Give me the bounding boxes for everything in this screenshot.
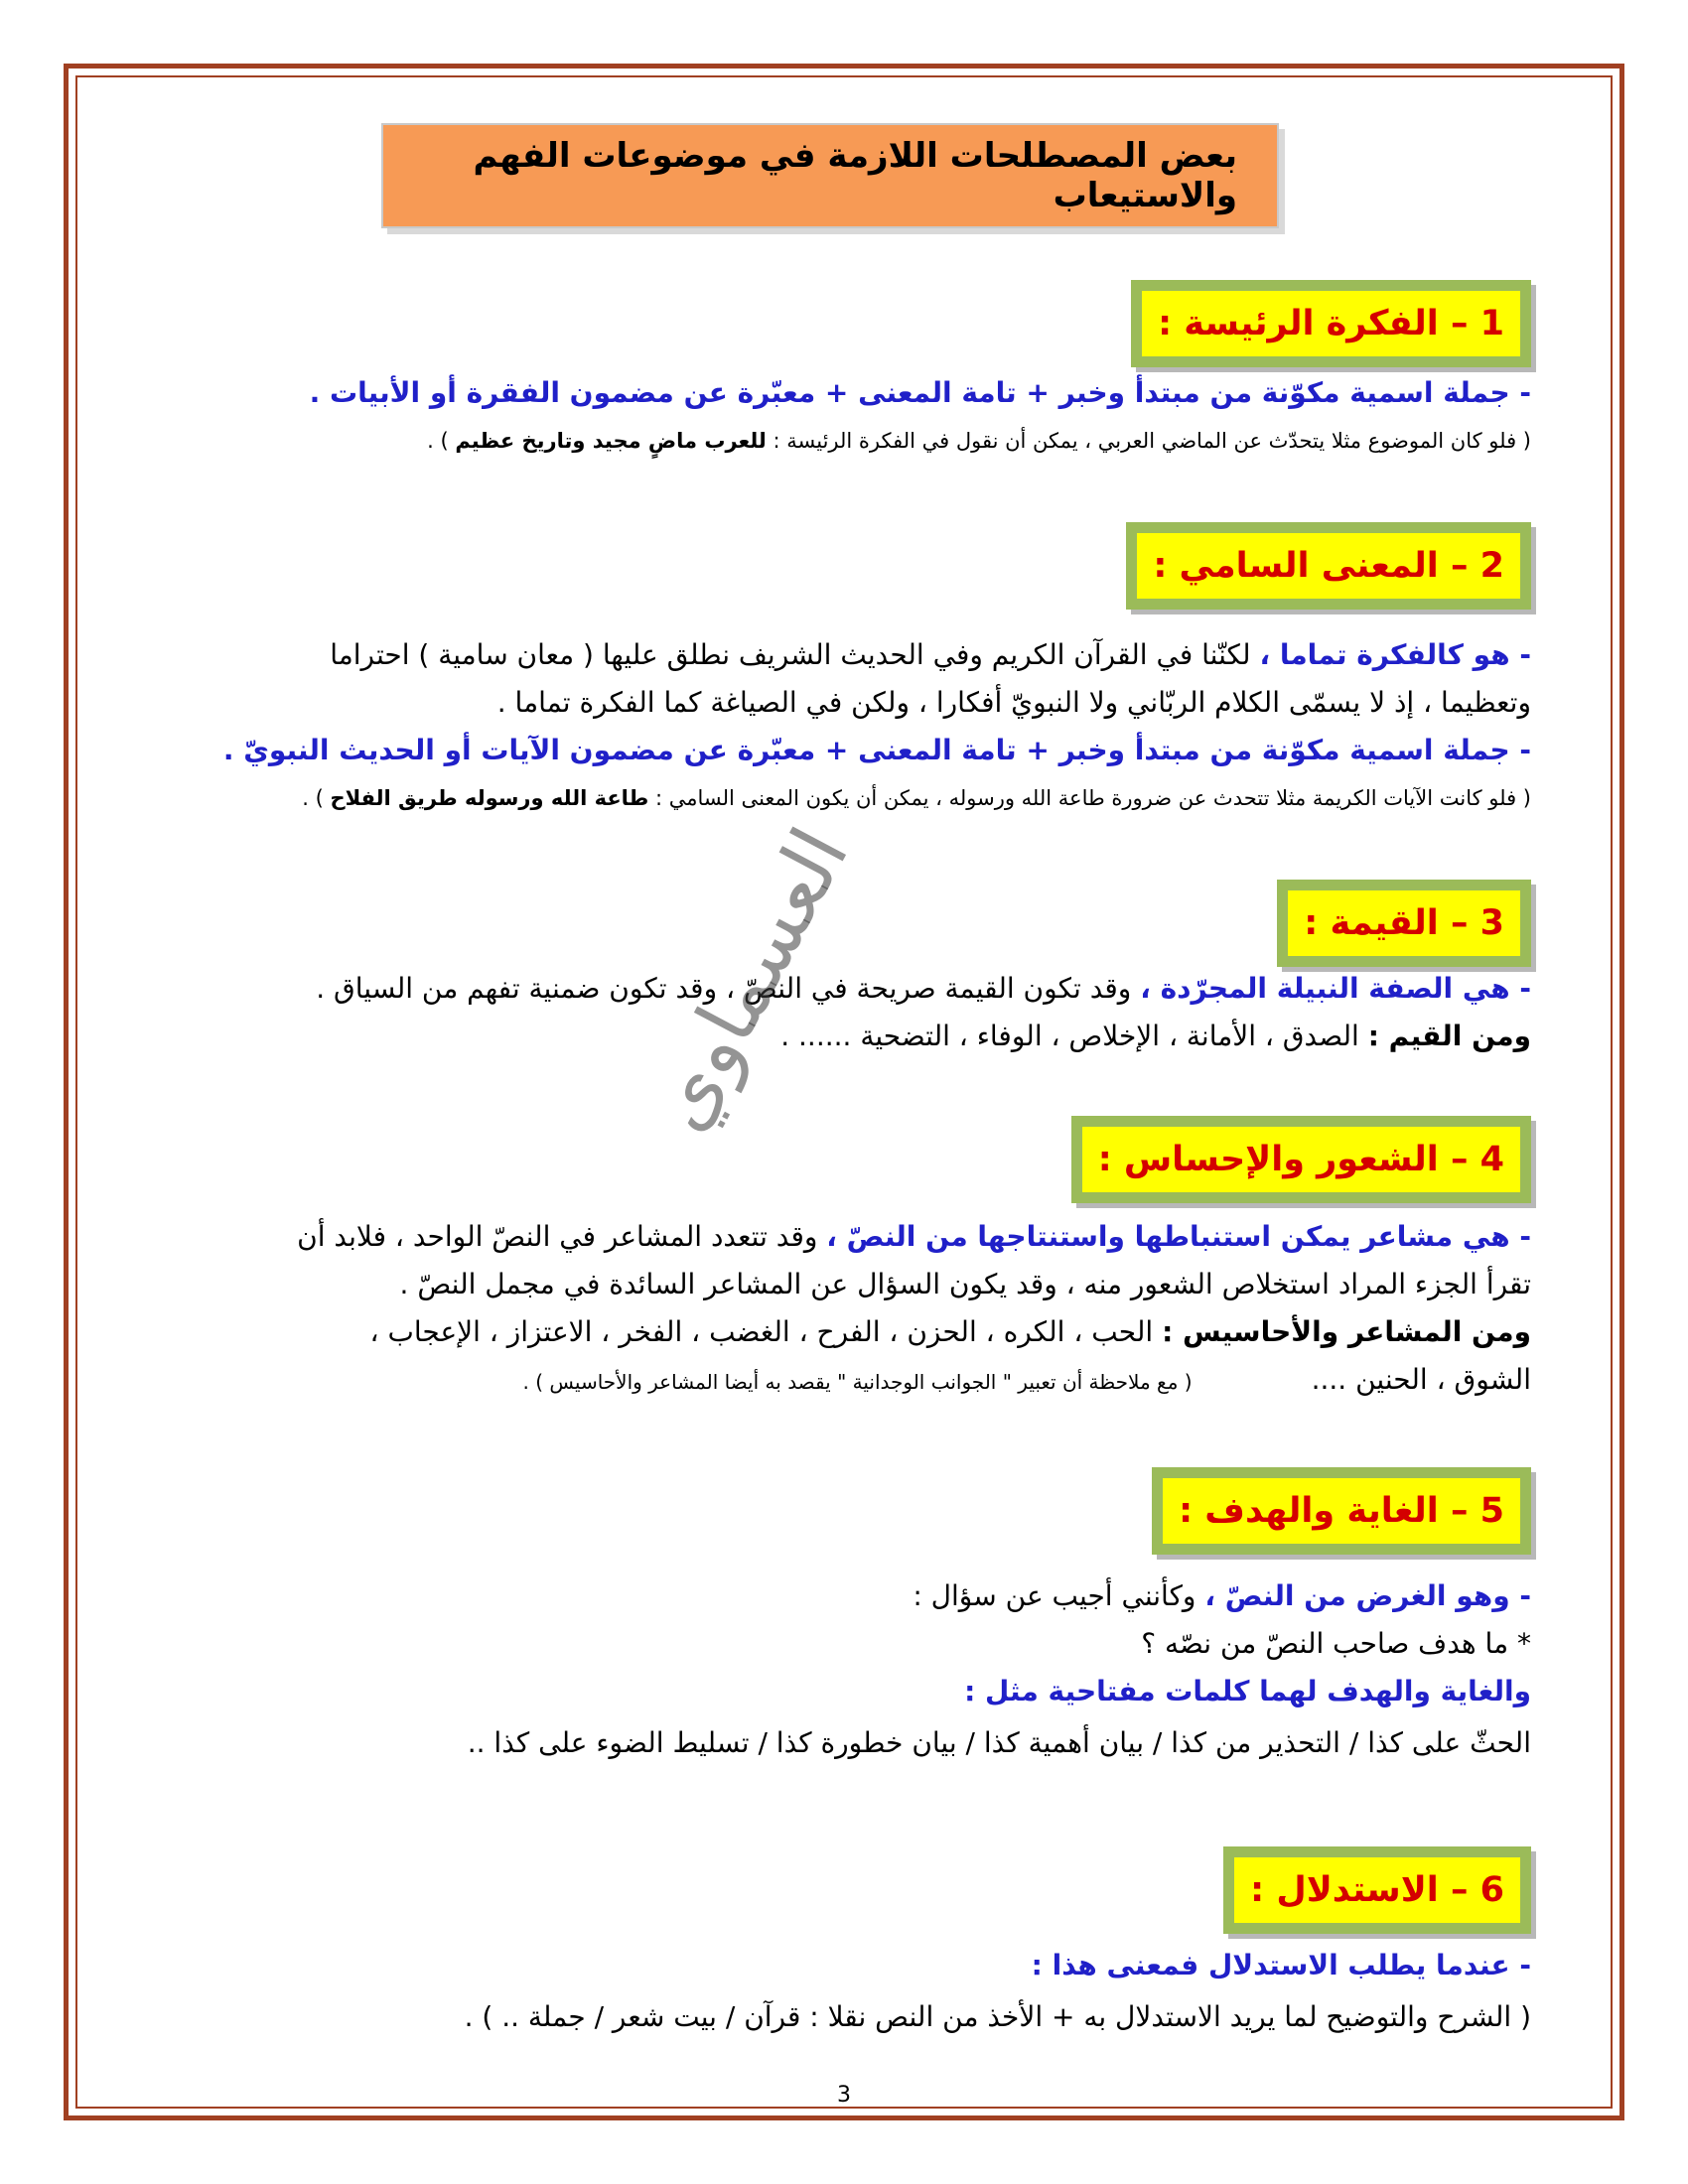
value-definition: - هي الصفة النبيلة المجرّدة ، وقد تكون القيمة صريحة في النصّ ، وقد تكون ضمنية تفهم من السياق . (316, 972, 1531, 1005)
watermark-text: العسماوي (632, 813, 867, 1146)
lofty-meaning-example: ( فلو كانت الآيات الكريمة مثلا تتحدث عن ضرورة طاعة الله ورسوله ، يمكن أن يكون المعنى السامي : طاعة الله ورسوله طريق الفلاح ) . (302, 786, 1531, 810)
goal-keywords: الحثّ على كذا / التحذير من كذا / بيان أهمية كذا / بيان خطورة كذا / تسليط الضوء على كذا .. (467, 1726, 1531, 1759)
goal-definition: - وهو الغرض من النصّ ، وكأنني أجيب عن سؤال : (913, 1579, 1531, 1612)
page-content (149, 0, 1589, 2184)
inference-explanation: ( الشرح والتوضيح لما يريد الاستدلال به + الأخذ من النص نقلا : قرآن / بيت شعر / جملة .. ) . (464, 2000, 1531, 2033)
heading-main-idea-text: 1 – الفكرة الرئيسة : (1158, 304, 1504, 343)
page-title (381, 123, 1279, 228)
feeling-note-line: الشوق ، الحنين ....( مع ملاحظة أن تعبير " الجوانب الوجدانية " يقصد به أيضا المشاعر والأحاسيس ) . (522, 1363, 1531, 1396)
goal-keywords-label: والغاية والهدف لهما كلمات مفتاحية مثل : (964, 1675, 1531, 1707)
goal-question: * ما هدف صاحب النصّ من نصّه ؟ (1141, 1627, 1531, 1660)
feeling-line-1: - هي مشاعر يمكن استنباطها واستنتاجها من النصّ ، وقد تتعدد المشاعر في النصّ الواحد ، فلابد أن (297, 1220, 1531, 1253)
inference-definition: - عندما يطلب الاستدلال فمعنى هذا : (1031, 1949, 1531, 1981)
heading-goal-text: 5 – الغاية والهدف : (1179, 1491, 1504, 1531)
heading-value (1277, 880, 1531, 967)
lofty-meaning-definition: - جملة اسمية مكوّنة من مبتدأ وخبر + تامة المعنى + معبّرة عن مضمون الآيات أو الحديث النبويّ . (222, 734, 1531, 766)
lofty-meaning-line-1: - هو كالفكرة تماما ، لكنّنا في القرآن الكريم وفي الحديث الشريف نطلق عليها ( معان سامية ) احتراما (330, 638, 1531, 671)
heading-value-text: 3 – القيمة : (1304, 903, 1504, 943)
feeling-line-2: تقرأ الجزء المراد استخلاص الشعور منه ، وقد يكون السؤال عن المشاعر السائدة في مجمل النصّ . (399, 1268, 1531, 1300)
heading-feeling (1071, 1116, 1531, 1203)
heading-lofty-meaning (1126, 522, 1531, 610)
heading-main-idea (1131, 280, 1531, 367)
heading-goal (1152, 1467, 1531, 1555)
page-title-text: بعض المصطلحات اللازمة في موضوعات الفهم والاستيعاب (473, 136, 1237, 215)
heading-inference (1223, 1846, 1531, 1934)
feeling-examples: ومن المشاعر والأحاسيس : الحب ، الكره ، الحزن ، الفرح ، الغضب ، الفخر ، الاعتزاز ، الإعجاب ، (369, 1315, 1531, 1348)
value-examples: ومن القيم : الصدق ، الأمانة ، الإخلاص ، الوفاء ، التضحية ...... . (780, 1020, 1531, 1052)
page-number: 3 (837, 2083, 851, 2108)
main-idea-example: ( فلو كان الموضوع مثلا يتحدّث عن الماضي العربي ، يمكن أن نقول في الفكرة الرئيسة : للعرب ماضٍ مجيد وتاريخ عظيم ) . (427, 429, 1531, 453)
heading-inference-text: 6 – الاستدلال : (1250, 1870, 1504, 1910)
lofty-meaning-line-2: وتعظيما ، إذ لا يسمّى الكلام الربّاني ولا النبويّ أفكارا ، ولكن في الصياغة كما الفكرة تماما . (496, 686, 1531, 719)
main-idea-definition: - جملة اسمية مكوّنة من مبتدأ وخبر + تامة المعنى + معبّرة عن مضمون الفقرة أو الأبيات . (309, 376, 1531, 409)
heading-lofty-meaning-text: 2 – المعنى السامي : (1153, 546, 1504, 586)
heading-feeling-text: 4 – الشعور والإحساس : (1097, 1140, 1504, 1179)
